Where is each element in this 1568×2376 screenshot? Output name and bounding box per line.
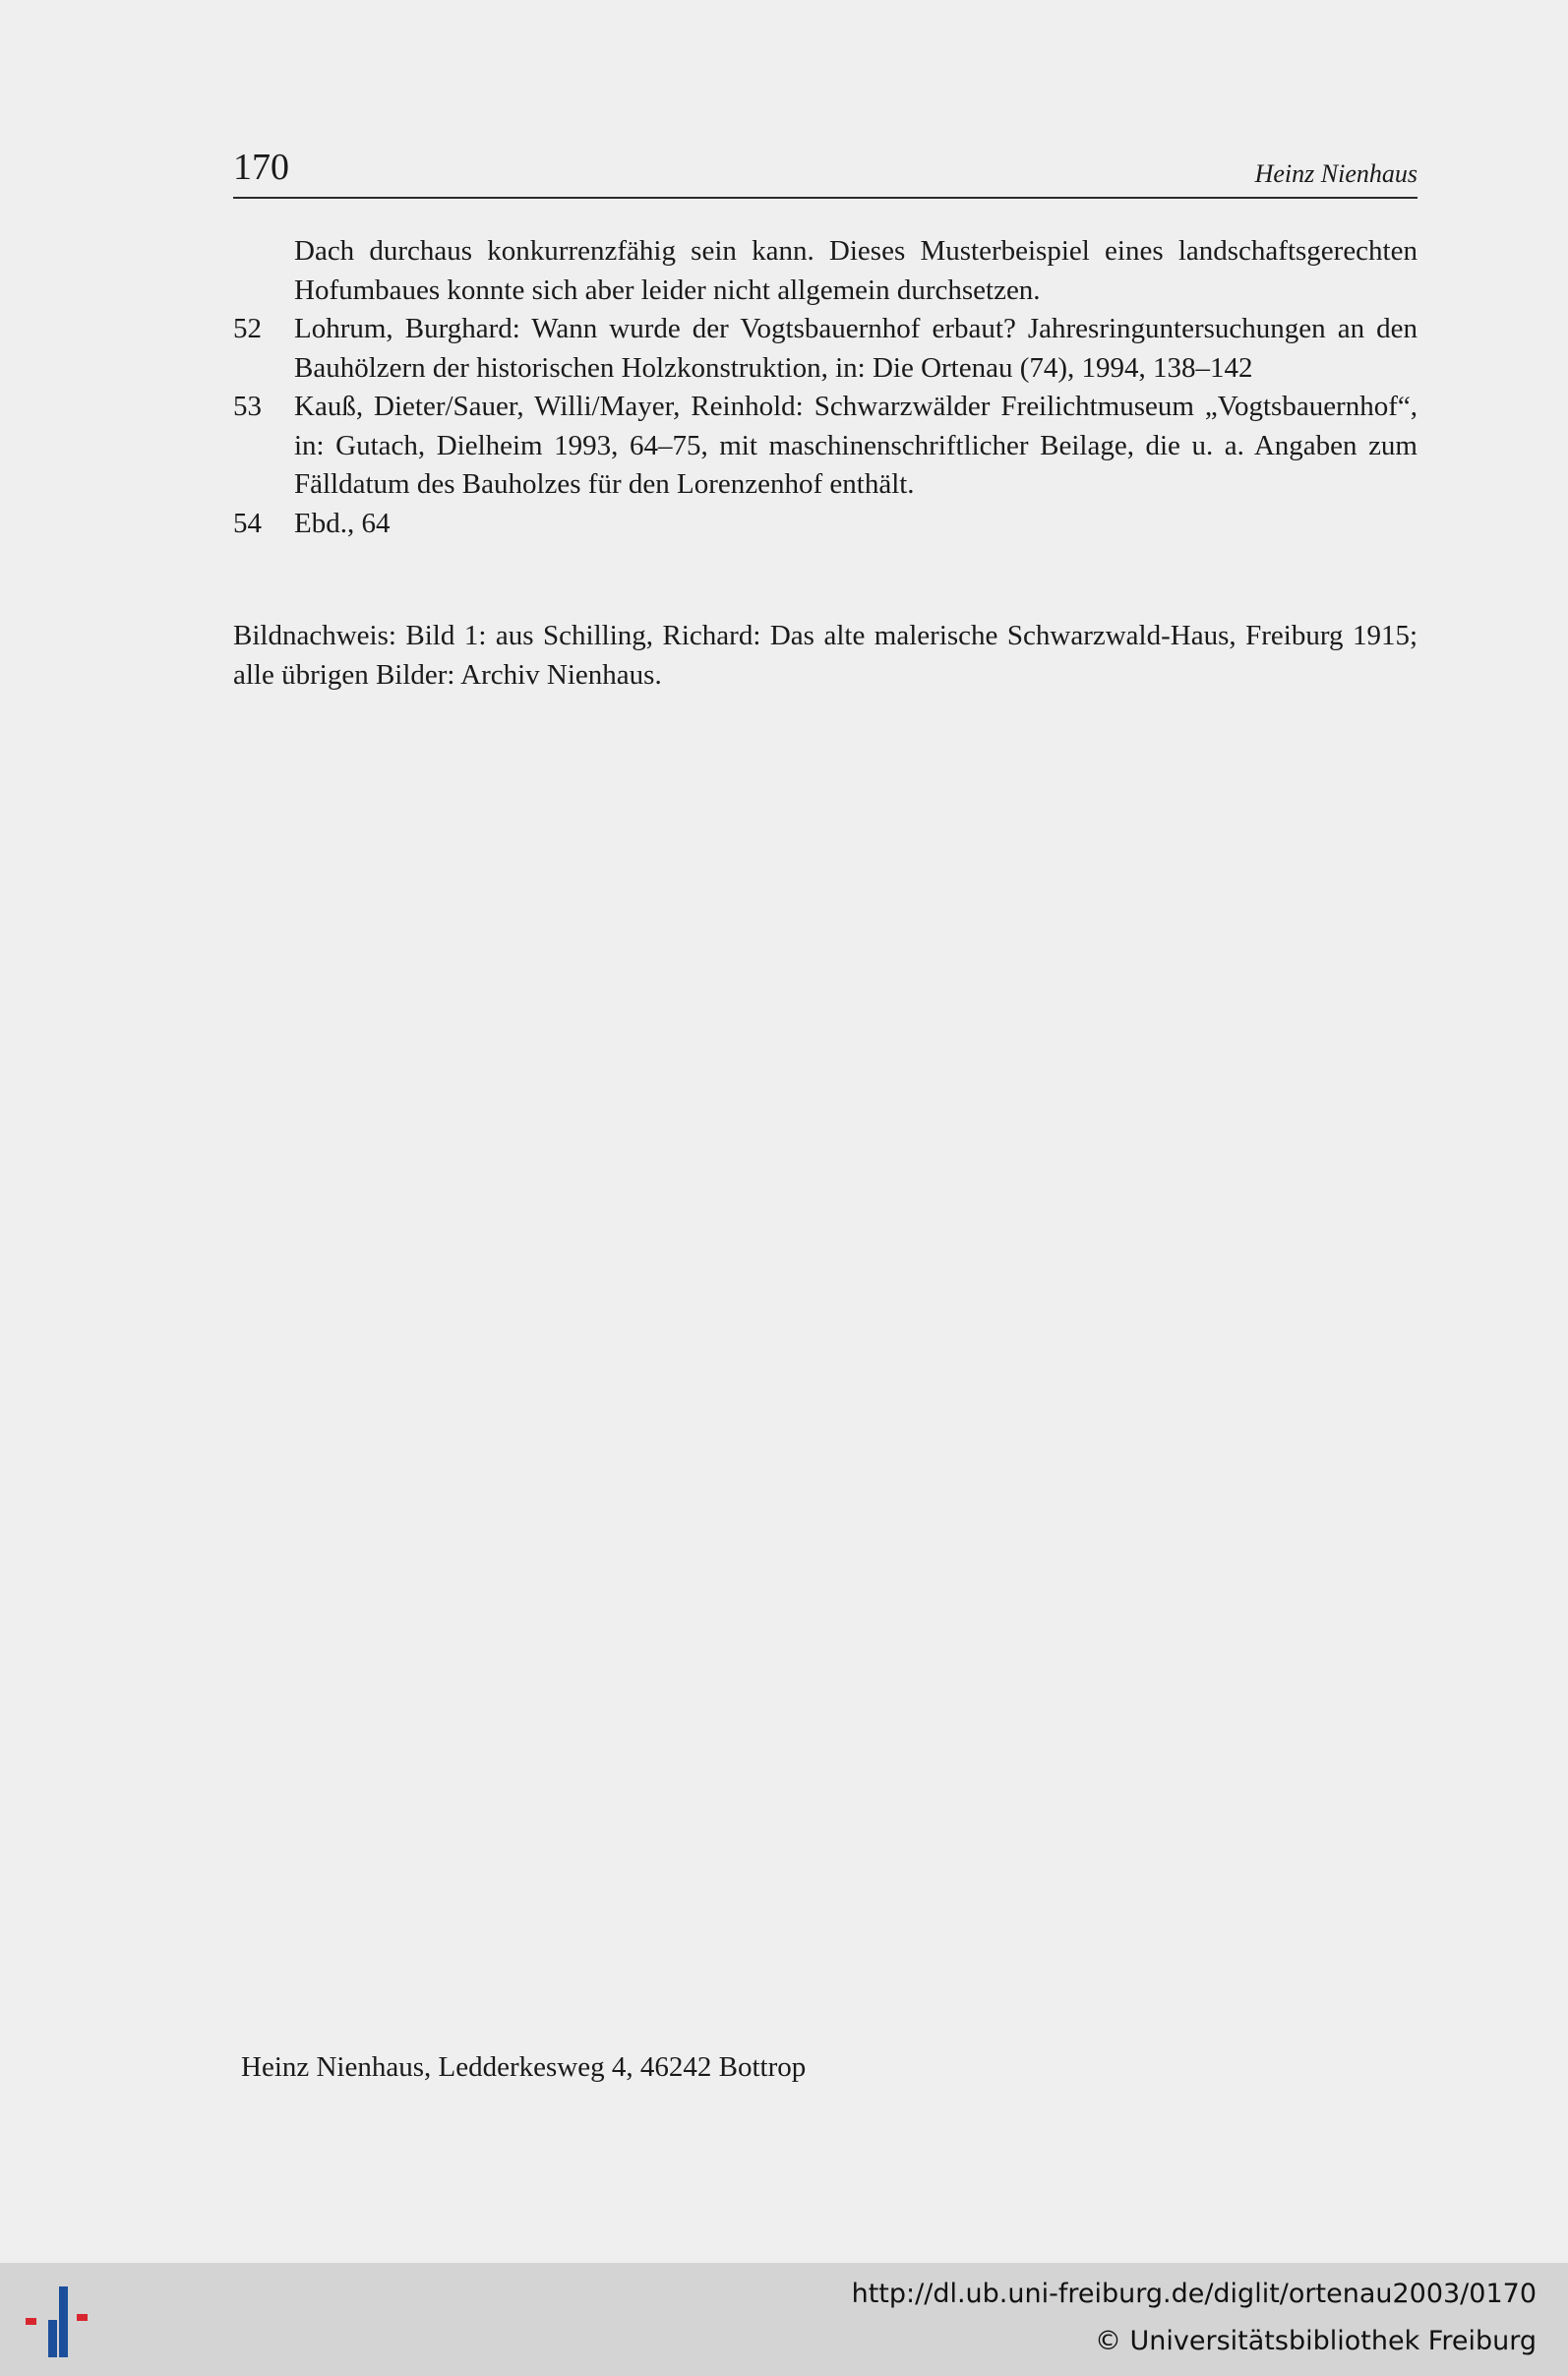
footnote-continuation [233,232,1417,310]
library-logo-icon [22,2283,100,2361]
footer-bar [0,2263,1568,2376]
footnote-text: Ebd., 64 [294,507,391,539]
footnote-number: 54 [233,507,262,539]
image-credits: Bildnachweis: Bild 1: aus Schilling, Richard: Das alte malerische Schwarzwald-Haus, Freiburg 1915; alle übrigen Bilder: Archiv Nienhaus. [233,620,1417,691]
footnote-53 [233,388,1417,505]
header-rule [233,197,1417,199]
footnote-text: Lohrum, Burghard: Wann wurde der Vogtsbauernhof erbaut? Jahresringuntersuchungen an den Bauhölzern der historischen Holzkonstruktion, in: Die Ortenau (74), 1994, 138–142 [294,313,1417,384]
footnote-52 [233,310,1417,388]
footnote-text: Kauß, Dieter/Sauer, Willi/Mayer, Reinhold: Schwarzwälder Freilichtmuseum „Vogtsbauernhof“, in: Gutach, Dielheim 1993, 64–75, mit maschinenschriftlicher Beilage, die u. a. Angaben zum Fälldatum des Bauholzes für den Lorenzenhof enthält. [294,391,1417,500]
page-number: 170 [233,147,289,188]
copyright-notice: © Universitätsbibliothek Freiburg [1094,2326,1537,2356]
source-url[interactable]: http://dl.ub.uni-freiburg.de/diglit/ortenau2003/0170 [851,2279,1537,2309]
footnote-number: 53 [233,391,262,422]
running-head [233,146,1417,201]
author-address: Heinz Nienhaus, Ledderkesweg 4, 46242 Bottrop [241,2051,807,2083]
footnote-text: Dach durchaus konkurrenzfähig sein kann. Dieses Musterbeispiel eines landschaftsgerechten Hofumbaues konnte sich aber leider nicht allgemein durchsetzen. [294,235,1417,306]
footnote-54 [233,505,1417,544]
running-author: Heinz Nienhaus [1254,159,1417,188]
footnote-number: 52 [233,313,262,344]
footnotes [233,232,1417,543]
